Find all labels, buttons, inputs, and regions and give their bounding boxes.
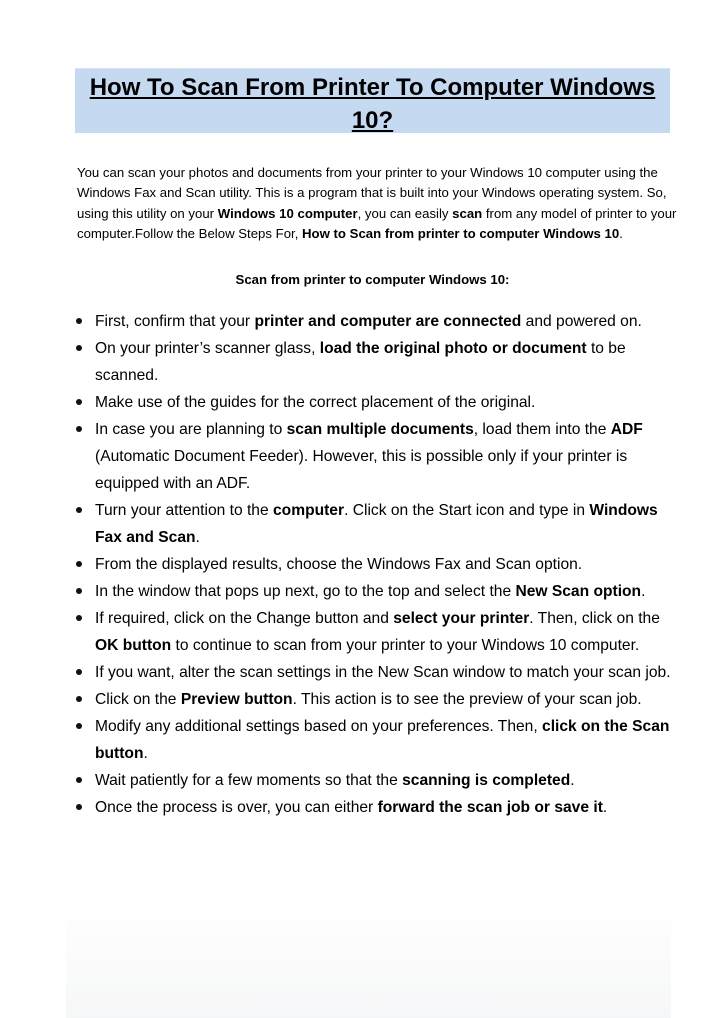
step-text: On your printer’s scanner glass, <box>95 340 320 357</box>
list-item <box>95 686 685 713</box>
step-bold-text: select your printer <box>393 610 530 627</box>
bullet-icon <box>76 345 82 351</box>
bullet-icon <box>76 588 82 594</box>
list-item <box>95 389 685 416</box>
step-bold-text: click on the Scan button <box>95 718 670 762</box>
step-bold-text: printer and computer are connected <box>254 313 522 330</box>
intro-bold-text: Windows 10 computer <box>217 205 358 221</box>
bullet-icon <box>76 615 82 621</box>
bullet-icon <box>76 696 82 702</box>
step-bold-text: forward the scan job or save it <box>377 799 603 816</box>
bullet-icon <box>76 777 82 783</box>
bullet-icon <box>76 426 82 432</box>
step-text: Turn your attention to the <box>95 502 273 519</box>
bullet-icon <box>76 561 82 567</box>
step-text: to continue to scan from your printer to your Windows 10 computer. <box>171 637 640 654</box>
bullet-icon <box>76 399 82 405</box>
step-bold-text: computer <box>273 502 345 519</box>
list-item <box>95 578 685 605</box>
step-bold-text: New Scan option <box>515 583 642 600</box>
bullet-icon <box>76 723 82 729</box>
step-text: Once the process is over, you can either <box>95 799 378 816</box>
step-text: In the window that pops up next, go to the top and select the <box>95 583 516 600</box>
intro-bold-text: How to Scan from printer to computer Windows 10 <box>302 226 620 242</box>
step-text: . Click on the Start icon and type in <box>344 502 590 519</box>
step-text: . <box>570 772 575 789</box>
step-bold-text: scanning is completed <box>402 772 571 789</box>
step-text: Modify any additional settings based on your preferences. Then, <box>95 718 543 735</box>
step-text: , load them into the <box>473 421 611 438</box>
title-banner <box>75 68 670 133</box>
intro-text: You can scan your photos and documents from your printer to your Windows 10 computer using the Windows Fax and Scan utility. This is a program that is built into your Windows operating system. So, using this utility on your <box>77 165 667 221</box>
intro-text: , you can easily <box>357 205 453 221</box>
intro-bold-text: scan <box>452 205 483 221</box>
step-text: From the displayed results, choose the Windows Fax and Scan option. <box>95 556 583 573</box>
step-text: . <box>195 529 200 546</box>
step-text: . This action is to see the preview of your scan job. <box>292 691 642 708</box>
step-bold-text: load the original photo or document <box>319 340 587 357</box>
step-bold-text: OK button <box>95 637 172 654</box>
step-text: . <box>143 745 148 762</box>
list-item <box>95 308 685 335</box>
step-text: First, confirm that your <box>95 313 255 330</box>
step-text: If required, click on the Change button and <box>95 610 394 627</box>
intro-text: . <box>619 226 623 242</box>
step-text: (Automatic Document Feeder). However, this is possible only if your printer is equipped with an ADF. <box>95 448 628 492</box>
step-bold-text: Preview button <box>180 691 293 708</box>
list-item <box>95 497 685 551</box>
step-bold-text: Windows Fax and Scan <box>95 502 658 546</box>
step-text: Make use of the guides for the correct placement of the original. <box>95 394 536 411</box>
step-text: . Then, click on the <box>529 610 660 627</box>
step-bold-text: ADF <box>610 421 643 438</box>
steps-list <box>95 308 685 821</box>
page-title: How To Scan From Printer To Computer Windows 10? <box>89 74 656 134</box>
list-item <box>95 713 685 767</box>
step-bold-text: scan multiple documents <box>286 421 474 438</box>
intro-text: from any model of printer to your computer.Follow the Below Steps For, <box>77 205 677 242</box>
list-item <box>95 794 685 821</box>
bullet-icon <box>76 669 82 675</box>
step-text: In case you are planning to <box>95 421 287 438</box>
step-text: Click on the <box>95 691 181 708</box>
step-text: If you want, alter the scan settings in the New Scan window to match your scan job. <box>95 664 671 681</box>
bullet-icon <box>76 507 82 513</box>
step-text: Wait patiently for a few moments so that the <box>95 772 403 789</box>
list-item <box>95 416 685 497</box>
list-item <box>95 335 685 389</box>
step-text: . <box>641 583 646 600</box>
step-text: . <box>602 799 608 816</box>
section-heading: Scan from printer to computer Windows 10: <box>235 272 510 287</box>
page-shade <box>66 900 671 1018</box>
step-text: and powered on. <box>521 313 642 330</box>
list-item <box>95 605 685 659</box>
list-item <box>95 551 685 578</box>
bullet-icon <box>76 318 82 324</box>
intro-paragraph <box>77 163 677 245</box>
list-item <box>95 659 685 686</box>
bullet-icon <box>76 804 82 810</box>
step-text: to be scanned. <box>95 340 626 384</box>
list-item <box>95 767 685 794</box>
